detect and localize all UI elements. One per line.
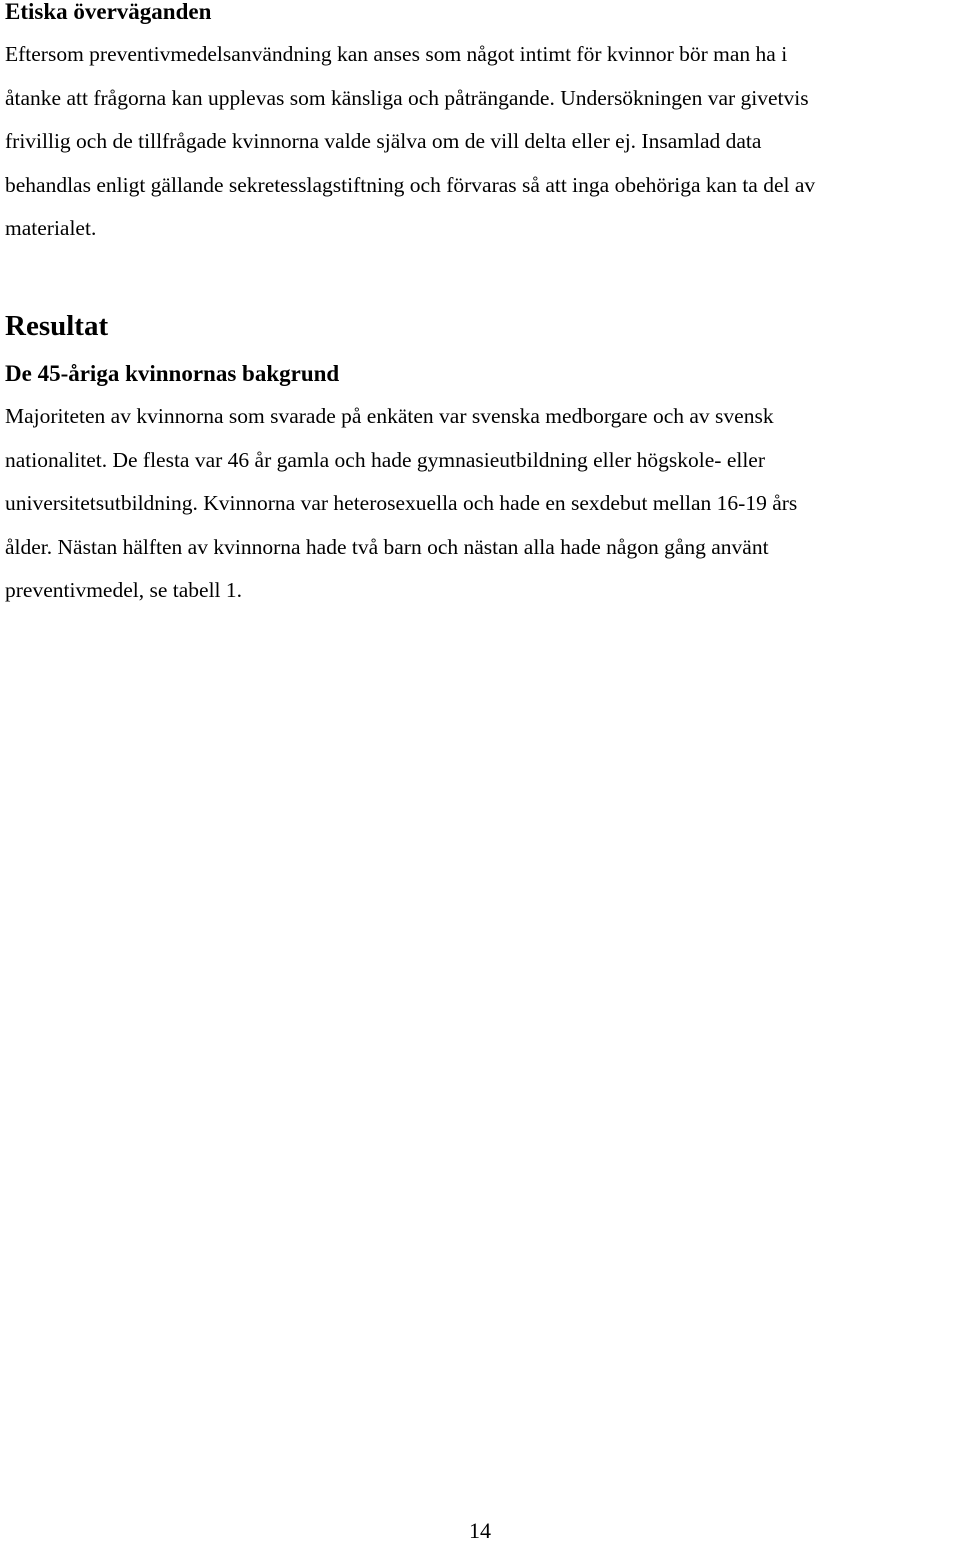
subsection-heading-background: De 45-åriga kvinnornas bakgrund [5, 361, 340, 386]
paragraph-background [5, 395, 957, 613]
section-heading-ethics: Etiska överväganden [5, 0, 212, 24]
text-line: nationalitet. De flesta var 46 år gamla och hade gymnasieutbildning eller högskole- eller [5, 447, 766, 472]
text-line: frivillig och de tillfrågade kvinnorna valde själva om de vill delta eller ej. Insamlad data [5, 129, 762, 154]
paragraph-ethics [5, 33, 957, 251]
text-line: universitetsutbildning. Kvinnorna var heterosexuella och hade en sexdebut mellan 16-19 års [5, 491, 798, 516]
text-line: åtanke att frågorna kan upplevas som känsliga och påträngande. Undersökningen var givetvis [5, 85, 809, 110]
text-line: ålder. Nästan hälften av kvinnorna hade två barn och nästan alla hade någon gång använt [5, 534, 769, 559]
text-line: materialet. [5, 216, 97, 241]
text-line: Eftersom preventivmedelsanvändning kan anses som något intimt för kvinnor bör man ha i [5, 42, 788, 66]
page-number: 14 [469, 1518, 491, 1543]
text-line: preventivmedel, se tabell 1. [5, 578, 243, 603]
text-line: Majoriteten av kvinnorna som svarade på enkäten var svenska medborgare och av svensk [5, 404, 774, 428]
section-heading-results: Resultat [5, 310, 109, 342]
text-line: behandlas enligt gällande sekretesslagstiftning och förvaras så att inga obehöriga kan ta del av [5, 172, 816, 197]
